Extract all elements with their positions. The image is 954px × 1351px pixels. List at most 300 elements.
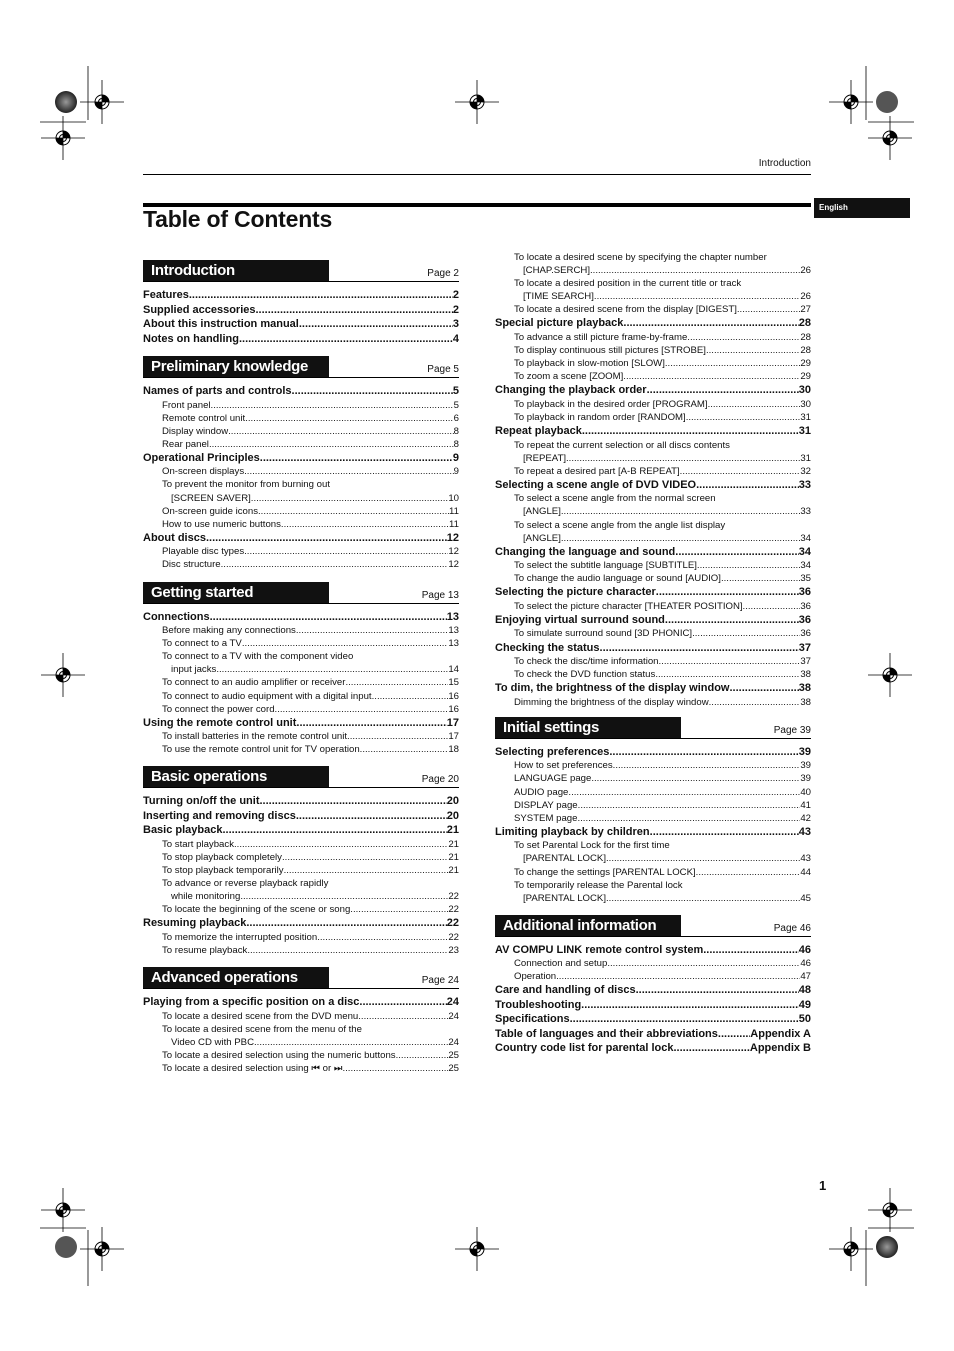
toc-entry-title: On-screen displays xyxy=(162,466,245,478)
toc-continued-entries xyxy=(495,251,811,709)
toc-entry-title: About this instruction manual xyxy=(143,318,299,330)
toc-entry-title: To use the remote control unit for TV operation xyxy=(162,744,360,756)
toc-subentry[interactable] xyxy=(143,890,459,903)
dot-leader xyxy=(360,743,449,756)
toc-entry-title: To connect the power cord xyxy=(162,703,275,715)
toc-subentry[interactable] xyxy=(495,532,811,545)
toc-entry-first-line: To connect to a TV with the component video xyxy=(162,651,354,663)
dot-leader xyxy=(673,1041,749,1056)
dot-leader xyxy=(686,411,801,424)
toc-entry-first-line: To prevent the monitor from burning out xyxy=(162,479,330,491)
toc-entry-page: 26 xyxy=(800,291,811,303)
toc-entry[interactable] xyxy=(495,613,811,628)
toc-entry-page: 22 xyxy=(448,931,459,943)
dot-leader xyxy=(703,943,799,958)
toc-entry-page: 50 xyxy=(798,1013,811,1026)
toc-subentry[interactable] xyxy=(143,703,459,716)
dot-leader xyxy=(697,559,800,572)
toc-entry-page: 33 xyxy=(800,506,811,518)
section-page: Page 2 xyxy=(427,268,459,279)
section-header xyxy=(143,356,459,378)
toc-entry-first-line: To select a scene angle from the angle list display xyxy=(514,519,726,531)
running-header: Introduction xyxy=(758,158,811,169)
toc-entry-page: 36 xyxy=(800,600,811,612)
toc-entry-title: Video CD with PBC xyxy=(171,1036,255,1048)
toc-entry-page: 28 xyxy=(800,345,811,357)
toc-entry-page: 49 xyxy=(798,998,811,1011)
section-title: Initial settings xyxy=(495,717,681,738)
toc-entry-title: Connections xyxy=(143,610,210,623)
toc-entry-page: 22 xyxy=(446,917,459,930)
dot-leader xyxy=(240,890,448,903)
dot-leader xyxy=(718,1027,750,1042)
toc-subentry[interactable] xyxy=(495,331,811,344)
toc-subentry[interactable] xyxy=(143,690,459,703)
toc-entry-title: To start playback xyxy=(162,838,234,850)
toc-entry-first-line: To select a scene angle from the normal screen xyxy=(514,493,716,505)
dot-leader xyxy=(347,730,448,743)
toc-entry-title: DISPLAY page xyxy=(514,799,578,811)
toc-entry-title: [PARENTAL LOCK] xyxy=(523,853,606,865)
dot-leader xyxy=(372,690,449,703)
toc-subentry[interactable] xyxy=(495,759,811,772)
dot-leader xyxy=(659,655,801,668)
toc-subentry[interactable] xyxy=(495,668,811,681)
toc-subentry[interactable] xyxy=(495,559,811,572)
toc-entry[interactable] xyxy=(143,451,459,466)
toc-entry-title: To change the audio language or sound [AUDIO] xyxy=(514,573,721,585)
toc-entry-page: 20 xyxy=(446,795,459,808)
toc-section xyxy=(143,582,459,757)
toc-entry-page: 2 xyxy=(452,289,459,301)
toc-entry-page: 13 xyxy=(446,610,459,623)
toc-entry-page: 38 xyxy=(798,682,811,695)
toc-entry-title: Checking the status xyxy=(495,641,600,654)
toc-entry[interactable] xyxy=(495,1041,811,1056)
toc-entry-title: Turning on/off the unit xyxy=(143,795,260,808)
toc-entry[interactable] xyxy=(495,983,811,998)
toc-entry[interactable] xyxy=(143,317,459,332)
toc-entry-page: 46 xyxy=(800,958,811,970)
toc-subentry[interactable] xyxy=(495,303,811,316)
toc-entry[interactable] xyxy=(495,424,811,439)
toc-entry-title: [ANGLE] xyxy=(523,506,561,518)
toc-entry-title: Table of languages and their abbreviations xyxy=(495,1027,718,1040)
toc-entry-page: 36 xyxy=(800,628,811,640)
toc-entry-page: 29 xyxy=(800,371,811,383)
dot-leader xyxy=(729,681,798,696)
dot-leader xyxy=(260,451,453,466)
dot-leader xyxy=(581,998,799,1013)
toc-subentry[interactable] xyxy=(143,743,459,756)
toc-entry-page: 37 xyxy=(798,641,811,654)
toc-entry-title: To playback in slow-motion [SLOW] xyxy=(514,358,665,370)
toc-subentry[interactable] xyxy=(143,505,459,518)
toc-entry-page: 31 xyxy=(800,411,811,423)
dot-leader xyxy=(350,903,448,916)
toc-entry-page: 31 xyxy=(798,425,811,438)
toc-entry[interactable] xyxy=(143,916,459,931)
toc-entry-page: 8 xyxy=(453,438,459,450)
dot-leader xyxy=(687,331,800,344)
toc-entry-page: 36 xyxy=(798,613,811,626)
toc-right-column xyxy=(495,251,811,1066)
toc-entry[interactable] xyxy=(143,384,459,399)
dot-leader xyxy=(561,532,800,545)
toc-left-column xyxy=(143,260,459,1085)
toc-section xyxy=(143,766,459,957)
dot-leader xyxy=(556,970,800,983)
toc-entry-page: 5 xyxy=(453,399,459,411)
toc-entry-title: To stop playback completely xyxy=(162,851,282,863)
toc-subentry[interactable] xyxy=(143,637,459,650)
dot-leader xyxy=(568,786,800,799)
toc-entry-title: SYSTEM page xyxy=(514,812,578,824)
toc-subentry[interactable] xyxy=(143,944,459,957)
toc-entry[interactable] xyxy=(143,823,459,838)
toc-entry-page: 25 xyxy=(448,1063,459,1074)
toc-entry-page: 5 xyxy=(452,385,459,397)
section-title: Introduction xyxy=(143,260,329,281)
toc-entry[interactable] xyxy=(143,716,459,731)
toc-entry[interactable] xyxy=(495,1012,811,1027)
dot-leader xyxy=(706,344,800,357)
dot-leader xyxy=(342,1062,448,1075)
section-page: Page 20 xyxy=(421,774,459,786)
toc-entry-title: Operation xyxy=(514,971,557,983)
toc-entry-title: Changing the language and sound xyxy=(495,545,676,558)
toc-entry-title: Before making any connections xyxy=(162,625,296,637)
toc-entry-page: 43 xyxy=(798,825,811,838)
toc-entry[interactable] xyxy=(143,995,459,1010)
dot-leader xyxy=(721,572,800,585)
toc-entry-title: Selecting preferences xyxy=(495,745,610,758)
toc-subentry[interactable] xyxy=(143,676,459,689)
toc-entry-page: 2 xyxy=(452,303,459,316)
toc-subentry[interactable] xyxy=(495,970,811,983)
toc-subentry[interactable] xyxy=(495,627,811,640)
toc-entry[interactable] xyxy=(495,383,811,398)
toc-subentry[interactable] xyxy=(495,892,811,905)
toc-entry-page: 21 xyxy=(448,838,459,850)
toc-entry-page: 4 xyxy=(452,332,459,345)
dot-leader xyxy=(696,478,799,493)
toc-section xyxy=(143,967,459,1075)
toc-subentry[interactable] xyxy=(495,655,811,668)
section-title: Advanced operations xyxy=(143,967,329,988)
toc-entry-title: Selecting a scene angle of DVD VIDEO xyxy=(495,478,697,491)
toc-entry-title: Resuming playback xyxy=(143,917,247,930)
toc-entry-title: AUDIO page xyxy=(514,786,569,798)
toc-subentry[interactable] xyxy=(495,812,811,825)
toc-entry-page: 35 xyxy=(800,573,811,585)
dot-leader xyxy=(590,264,800,277)
toc-entry[interactable] xyxy=(495,745,811,760)
toc-entry[interactable] xyxy=(143,809,459,824)
toc-entry[interactable] xyxy=(143,303,459,318)
toc-subentry[interactable] xyxy=(495,799,811,812)
toc-subentry[interactable] xyxy=(143,518,459,531)
toc-entry[interactable] xyxy=(143,531,459,546)
toc-entry-page: 24 xyxy=(448,1036,459,1048)
toc-entry-page: 28 xyxy=(798,317,811,330)
toc-entry-page: 36 xyxy=(798,586,811,599)
toc-subentry[interactable] xyxy=(143,425,459,438)
toc-entry-title: To install batteries in the remote control unit xyxy=(162,731,348,743)
toc-entry-first-line: To locate a desired scene by specifying the chapter number xyxy=(514,252,767,263)
section-page: Page 5 xyxy=(427,364,459,375)
toc-entry-title: To advance a still picture frame-by-frame xyxy=(514,331,688,343)
dot-leader xyxy=(239,332,453,347)
toc-subentry[interactable] xyxy=(143,558,459,571)
toc-entry[interactable] xyxy=(143,794,459,809)
toc-entry-page: 23 xyxy=(448,945,459,957)
toc-entry-title: To connect to an audio amplifier or receiver xyxy=(162,677,346,689)
toc-subentry[interactable] xyxy=(495,772,811,785)
dot-leader xyxy=(570,1012,799,1027)
toc-subentry[interactable] xyxy=(143,1010,459,1023)
toc-subentry[interactable] xyxy=(495,572,811,585)
toc-subentry[interactable] xyxy=(495,852,811,865)
toc-subentry[interactable] xyxy=(143,465,459,478)
toc-subentry[interactable] xyxy=(143,730,459,743)
toc-entry-page: 41 xyxy=(800,799,811,811)
dot-leader xyxy=(281,518,449,531)
toc-subentry[interactable] xyxy=(143,864,459,877)
toc-entry-title: To select the subtitle language [SUBTITLE] xyxy=(514,560,697,572)
section-page: Page 39 xyxy=(773,724,811,736)
toc-entry-page: 24 xyxy=(446,996,459,1009)
toc-subentry[interactable] xyxy=(495,600,811,613)
toc-entry-page: 31 xyxy=(800,452,811,464)
toc-entry-page: 18 xyxy=(448,744,459,756)
toc-entry-title: [SCREEN SAVER] xyxy=(171,492,251,504)
toc-entry-title: [CHAP.SERCH] xyxy=(523,265,590,277)
toc-entry-title: About discs xyxy=(143,531,206,544)
toc-entry-page: 21 xyxy=(448,851,459,863)
section-page: Page 24 xyxy=(421,975,459,987)
toc-entry-page: 34 xyxy=(800,560,811,572)
dot-leader xyxy=(210,610,447,625)
toc-entry[interactable] xyxy=(495,943,811,958)
dot-leader xyxy=(216,663,448,676)
toc-entry-page: 47 xyxy=(800,971,811,983)
dot-leader xyxy=(359,995,446,1010)
toc-entry-page: 13 xyxy=(448,625,459,637)
toc-subentry[interactable] xyxy=(143,438,459,451)
toc-subentry[interactable] xyxy=(143,1049,459,1062)
toc-subentry[interactable] xyxy=(495,357,811,370)
toc-right-sections xyxy=(495,717,811,1056)
dot-leader xyxy=(209,438,454,451)
toc-subentry[interactable] xyxy=(495,505,811,518)
dot-leader xyxy=(246,916,446,931)
toc-subentry[interactable] xyxy=(143,663,459,676)
toc-entry-page: 17 xyxy=(446,716,459,729)
toc-entry-title: To locate a desired selection using the numeric buttons xyxy=(162,1049,396,1061)
dot-leader xyxy=(296,809,447,824)
toc-entry[interactable] xyxy=(495,825,811,840)
toc-entry-title: Display window xyxy=(162,425,229,437)
toc-entry-title: How to set preferences xyxy=(514,760,613,772)
toc-entry-title: Front panel xyxy=(162,399,211,411)
dot-leader xyxy=(636,983,799,998)
toc-subentry[interactable] xyxy=(143,903,459,916)
toc-subentry[interactable] xyxy=(495,465,811,478)
dot-leader xyxy=(275,703,449,716)
page-title: Table of Contents xyxy=(143,206,333,232)
section-page: Page 46 xyxy=(773,922,811,934)
dot-leader xyxy=(228,425,454,438)
toc-entry-title: Limiting playback by children xyxy=(495,825,650,838)
toc-entry[interactable] xyxy=(143,332,459,347)
dot-leader xyxy=(578,799,801,812)
dot-leader xyxy=(623,316,798,331)
toc-entry-title: while monitoring xyxy=(171,891,241,903)
toc-entry-page: 34 xyxy=(800,532,811,544)
page-number: 1 xyxy=(819,1178,827,1193)
toc-subentry[interactable] xyxy=(143,399,459,412)
toc-entry-title: Features xyxy=(143,289,189,301)
toc-subentry[interactable] xyxy=(495,786,811,799)
toc-entry-title: Supplied accessories xyxy=(143,303,256,316)
toc-entry-page: 48 xyxy=(798,984,811,997)
toc-subentry[interactable] xyxy=(143,1036,459,1049)
toc-subentry[interactable] xyxy=(495,696,811,709)
toc-entry-page: 24 xyxy=(448,1010,459,1022)
toc-entry-title: Using the remote control unit xyxy=(143,716,297,729)
toc-subentry[interactable] xyxy=(495,344,811,357)
toc-entry[interactable] xyxy=(495,316,811,331)
toc-subentry[interactable] xyxy=(495,290,811,303)
language-tab: English xyxy=(814,198,910,218)
toc-entry-title: To simulate surround sound [3D PHONIC] xyxy=(514,628,693,640)
dot-leader xyxy=(345,676,448,689)
toc-entry-page: 12 xyxy=(446,531,459,544)
section-header xyxy=(143,766,459,788)
toc-entry-title: Country code list for parental lock xyxy=(495,1042,674,1055)
toc-subentry[interactable] xyxy=(495,866,811,879)
dot-leader xyxy=(256,303,453,318)
section-header xyxy=(495,915,811,937)
toc-entry-title: Playable disc types xyxy=(162,546,245,558)
toc-entry-page: 9 xyxy=(453,466,459,478)
toc-entry-title: Connection and setup xyxy=(514,958,608,970)
dot-leader xyxy=(606,892,800,905)
toc-entry-page: 39 xyxy=(798,745,811,758)
section-title: Preliminary knowledge xyxy=(143,356,329,377)
toc-entry-title: LANGUAGE page xyxy=(514,773,592,785)
toc-subentry[interactable] xyxy=(495,370,811,383)
dot-leader xyxy=(656,585,799,600)
toc-entry-page: 28 xyxy=(800,331,811,343)
toc-entry-title: Enjoying virtual surround sound xyxy=(495,613,665,626)
toc-entry-first-line: To advance or reverse playback rapidly xyxy=(162,878,329,890)
toc-subentry[interactable] xyxy=(143,851,459,864)
section-page: Page 13 xyxy=(421,589,459,601)
dot-leader xyxy=(600,641,799,656)
toc-entry-title: Troubleshooting xyxy=(495,998,582,1011)
toc-subentry[interactable] xyxy=(495,264,811,277)
toc-entry-title: Dimming the brightness of the display window xyxy=(514,696,709,708)
toc-entry[interactable] xyxy=(495,641,811,656)
toc-entry-title: To dim, the brightness of the display window xyxy=(495,682,730,695)
toc-entry[interactable] xyxy=(143,610,459,625)
toc-entry-title: To playback in random order [RANDOM] xyxy=(514,411,686,423)
toc-subentry[interactable] xyxy=(143,412,459,425)
section-header xyxy=(143,260,459,282)
toc-entry-page: Appendix B xyxy=(749,1042,811,1055)
toc-entry-title: AV COMPU LINK remote control system xyxy=(495,943,704,956)
dot-leader xyxy=(650,825,799,840)
toc-entry-page: 30 xyxy=(798,384,811,397)
dot-leader xyxy=(708,398,801,411)
toc-subentry[interactable] xyxy=(143,624,459,637)
toc-entry-page: 16 xyxy=(448,690,459,702)
toc-entry-page: 30 xyxy=(800,398,811,410)
dot-leader xyxy=(623,370,800,383)
toc-subentry[interactable] xyxy=(143,545,459,558)
toc-entry[interactable] xyxy=(495,478,811,493)
toc-subentry[interactable] xyxy=(495,452,811,465)
dot-leader xyxy=(696,866,801,879)
toc-entry-page: 27 xyxy=(800,304,811,316)
toc-entry-page: 9 xyxy=(452,451,459,464)
toc-entry-title: [ANGLE] xyxy=(523,532,561,544)
toc-entry-title: To display continuous still pictures [STROBE] xyxy=(514,345,706,357)
toc-entry-page: 39 xyxy=(800,760,811,772)
toc-entry-first-line: To repeat the current selection or all discs contents xyxy=(514,439,730,451)
toc-entry-page: 8 xyxy=(453,425,459,437)
toc-entry-title: Rear panel xyxy=(162,438,209,450)
dot-leader xyxy=(709,696,801,709)
toc-entry-page: 33 xyxy=(798,478,811,491)
toc-entry[interactable] xyxy=(495,998,811,1013)
toc-subentry[interactable] xyxy=(495,398,811,411)
toc-entry[interactable] xyxy=(495,681,811,696)
toc-subentry[interactable] xyxy=(495,957,811,970)
toc-subentry[interactable] xyxy=(143,931,459,944)
toc-entry-title: On-screen guide icons xyxy=(162,505,258,517)
toc-entry[interactable] xyxy=(495,585,811,600)
section-title: Additional information xyxy=(495,915,681,936)
dot-leader xyxy=(675,545,798,560)
toc-subentry[interactable] xyxy=(143,1062,459,1075)
section-title: Basic operations xyxy=(143,766,329,787)
toc-entry[interactable] xyxy=(495,545,811,560)
toc-entry-first-line: To locate a desired position in the current title or track xyxy=(514,278,742,290)
dot-leader xyxy=(244,465,454,478)
toc-entry-title: To change the settings [PARENTAL LOCK] xyxy=(514,866,696,878)
dot-leader xyxy=(247,944,448,957)
toc-subentry[interactable] xyxy=(143,492,459,505)
dot-leader xyxy=(665,613,799,628)
toc-entry-title: To memorize the interrupted position xyxy=(162,931,318,943)
toc-entry-title: Inserting and removing discs xyxy=(143,809,296,822)
toc-entry-title: Names of parts and controls xyxy=(143,385,292,397)
toc-entry-title: Special picture playback xyxy=(495,317,624,330)
dot-leader xyxy=(655,668,800,681)
toc-entry[interactable] xyxy=(495,1027,811,1042)
toc-subentry[interactable] xyxy=(143,838,459,851)
dot-leader xyxy=(221,558,449,571)
toc-entry-title: Notes on handling xyxy=(143,332,239,345)
dot-leader xyxy=(743,600,801,613)
toc-entry-page: 12 xyxy=(448,559,459,571)
toc-entry-title: To check the DVD function status xyxy=(514,669,656,681)
toc-subentry[interactable] xyxy=(495,411,811,424)
toc-entry[interactable] xyxy=(143,288,459,303)
